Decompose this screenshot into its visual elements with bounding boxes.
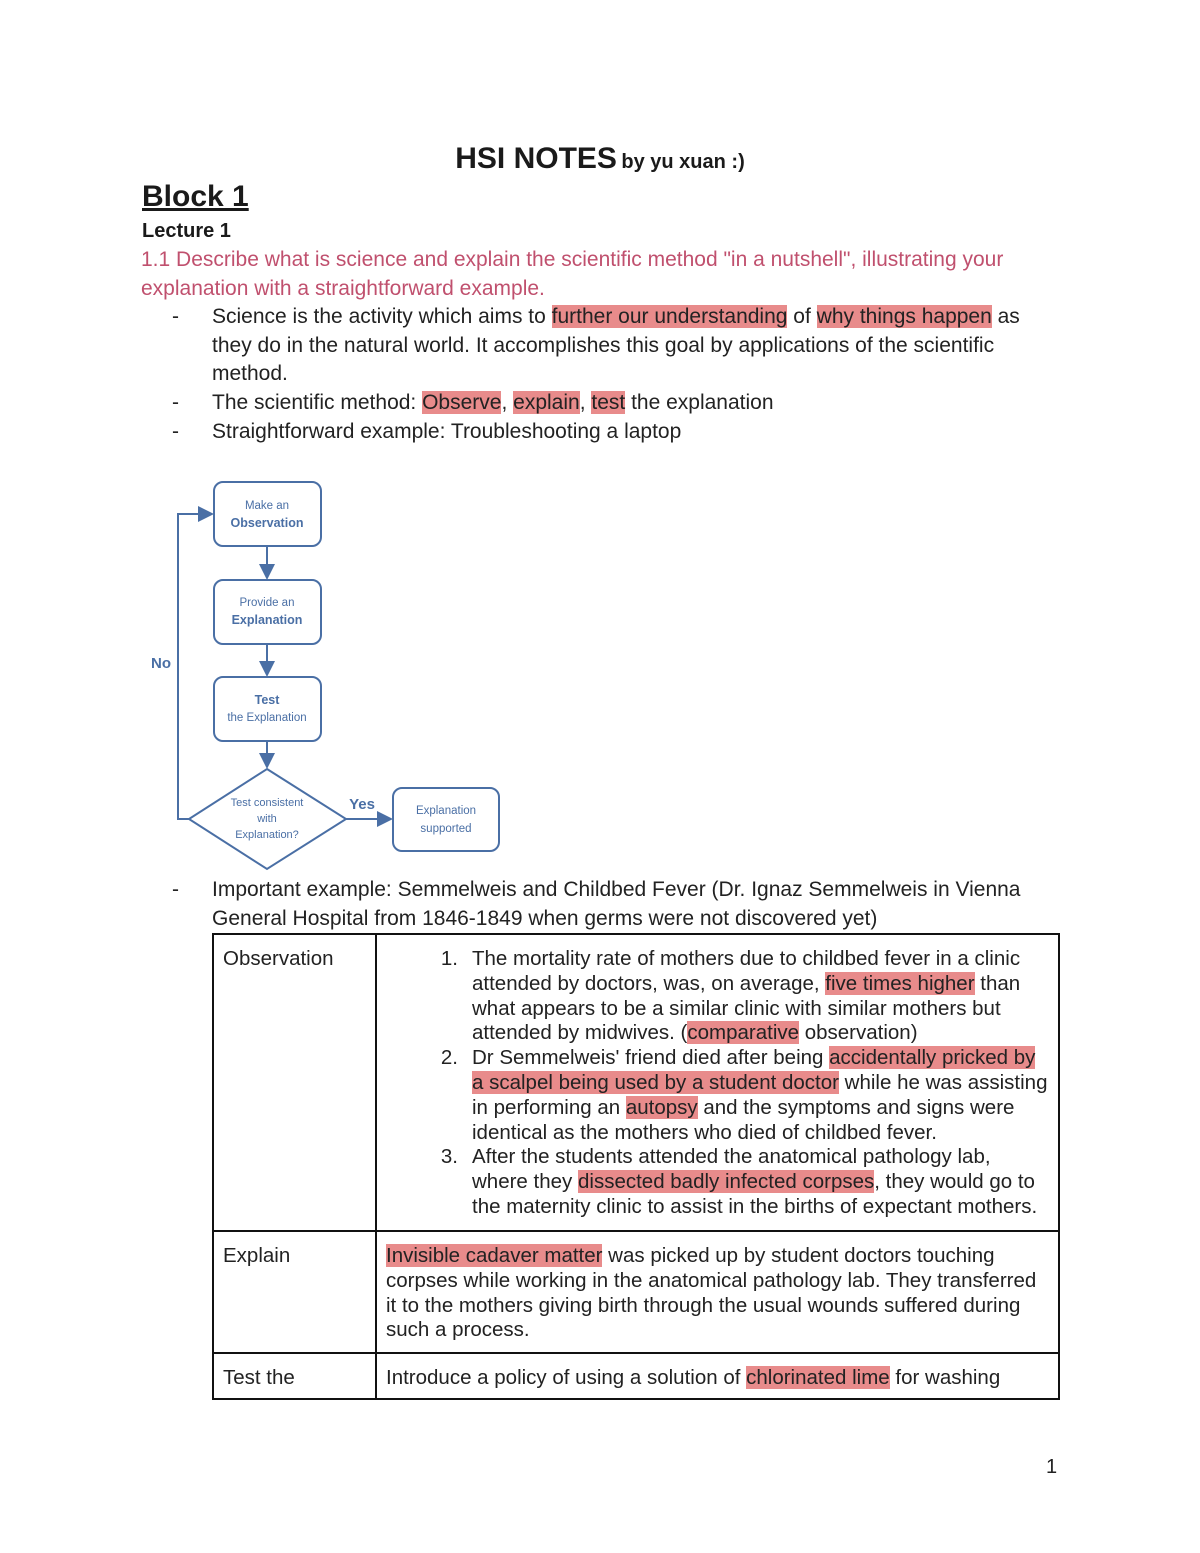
text-span: Introduce a policy of using a solution of [386, 1366, 747, 1389]
flow-text: Explanation? [235, 829, 299, 841]
table-cell-label: Explain [213, 1231, 376, 1353]
list-item [386, 1046, 1050, 1145]
table-row [213, 1353, 1059, 1399]
table-cell-label: Test the [213, 1353, 376, 1399]
text-span: was picked up by student doctors touching corpses while working in the anatomical pathology lab. They transferred it to the mothers giving birth through the usual wounds suffered during such a process. [386, 1244, 1037, 1342]
question-line-1: 1.1 Describe what is science and explain the scientific method "in a nutshell", illustrating your [141, 248, 1004, 271]
bullet-semmelweis-line-2: General Hospital from 1846-1849 when germs were not discovered yet) [212, 907, 878, 930]
text-span: than what appears to be a similar clinic with similar mothers but attended by midwives. ( [472, 971, 1021, 1045]
list-number: 2. [440, 1046, 458, 1070]
bullet-dash: - [172, 391, 179, 414]
flow-text: Make an [244, 500, 290, 512]
text-span: , they would go to the maternity clinic to assist in the births of expectant mothers. [472, 1170, 1038, 1218]
flow-text: Explanation [415, 805, 477, 817]
highlight: autopsy [625, 1095, 698, 1119]
table-cell-content [376, 1231, 1059, 1353]
list-item-text [472, 1046, 1050, 1145]
highlight: five times higher [825, 971, 975, 995]
highlight: Observe [422, 391, 502, 414]
highlight: Invisible cadaver matter [386, 1244, 603, 1267]
text-span: The mortality rate of mothers due to childbed fever in a clinic attended by doctors, was, on average, [472, 947, 1021, 995]
text-span: while he was assisting in performing an [472, 1070, 1048, 1119]
text-span: as [991, 305, 1020, 328]
highlight: test [591, 391, 626, 414]
table-row [213, 934, 1059, 1231]
block-heading: Block 1 [142, 180, 249, 213]
bullet-example: Straightforward example: Troubleshooting a laptop [212, 420, 682, 443]
flow-no-label: No [151, 655, 171, 672]
bullet-dash: - [172, 878, 179, 901]
table-cell-label: Observation [213, 934, 376, 1231]
semmelweis-table [212, 933, 1060, 1400]
list-number: 3. [440, 1145, 458, 1169]
text-span: and the symptoms and signs were identical as the mothers who died of childbed fever. [472, 1095, 1015, 1144]
flow-loop-arrow [178, 514, 212, 819]
text-span: observation) [799, 1021, 918, 1045]
bullet-dash: - [172, 305, 179, 328]
document-title [0, 142, 1200, 176]
flow-text: the Explanation [227, 712, 307, 724]
flow-box-test [214, 677, 321, 741]
text-span: , [579, 391, 592, 414]
text-span: Science is the activity which aims to [212, 305, 552, 328]
list-item-text [472, 947, 1050, 1046]
table-row [213, 1231, 1059, 1353]
flow-text: Provide an [239, 597, 295, 609]
flow-text: supported [420, 823, 472, 835]
text-span: The scientific method: [212, 391, 423, 414]
table-cell-content [376, 1353, 1059, 1399]
text-span: of [787, 305, 817, 328]
flow-text: Observation [230, 516, 304, 530]
text-span: for washing [889, 1366, 1001, 1389]
flow-text: Test consistent [230, 797, 304, 809]
text-span: , [501, 391, 514, 414]
flow-text: Test [254, 693, 280, 707]
bullet-science-line-1 [212, 305, 1020, 329]
bullet-science-line-3: method. [212, 362, 288, 385]
lecture-heading: Lecture 1 [142, 220, 231, 242]
highlight: explain [513, 391, 580, 414]
list-number: 1. [440, 947, 458, 970]
flow-box-explanation [214, 580, 321, 644]
page-number: 1 [1046, 1456, 1058, 1478]
flow-yes-label: Yes [349, 796, 375, 813]
flow-text: with [257, 813, 277, 825]
highlight: further our understanding [551, 305, 788, 328]
highlight: chlorinated lime [746, 1366, 890, 1389]
title-byline: by yu xuan :) [621, 151, 745, 173]
list-item [386, 947, 1050, 1046]
highlight: comparative [687, 1021, 800, 1045]
table-cell-content [376, 934, 1059, 1231]
bullet-scientific-method [212, 391, 774, 415]
text-span: After the students attended the anatomical pathology lab, where they [472, 1145, 991, 1194]
highlight: dissected badly infected corpses [577, 1170, 875, 1194]
text-span: Dr Semmelweis' friend died after being [472, 1046, 830, 1070]
flow-box-result [393, 788, 499, 851]
list-item [386, 1145, 1050, 1219]
scientific-method-flowchart [140, 472, 520, 872]
flow-text: Explanation [231, 613, 303, 627]
list-item-text [472, 1145, 1050, 1219]
highlight: why things happen [816, 305, 992, 328]
flow-box-observation [214, 482, 321, 546]
title-main: HSI NOTES [455, 142, 617, 175]
bullet-science-line-2: they do in the natural world. It accomplishes this goal by applications of the scientific [212, 334, 995, 357]
bullet-dash: - [172, 420, 179, 443]
highlight: accidentally pricked by a scalpel being used by a student doctor [472, 1046, 1036, 1094]
text-span: the explanation [625, 391, 774, 414]
bullet-semmelweis-line-1: Important example: Semmelweis and Childbed Fever (Dr. Ignaz Semmelweis in Vienna [212, 878, 1021, 901]
question-line-2: explanation with a straightforward example. [141, 277, 545, 300]
